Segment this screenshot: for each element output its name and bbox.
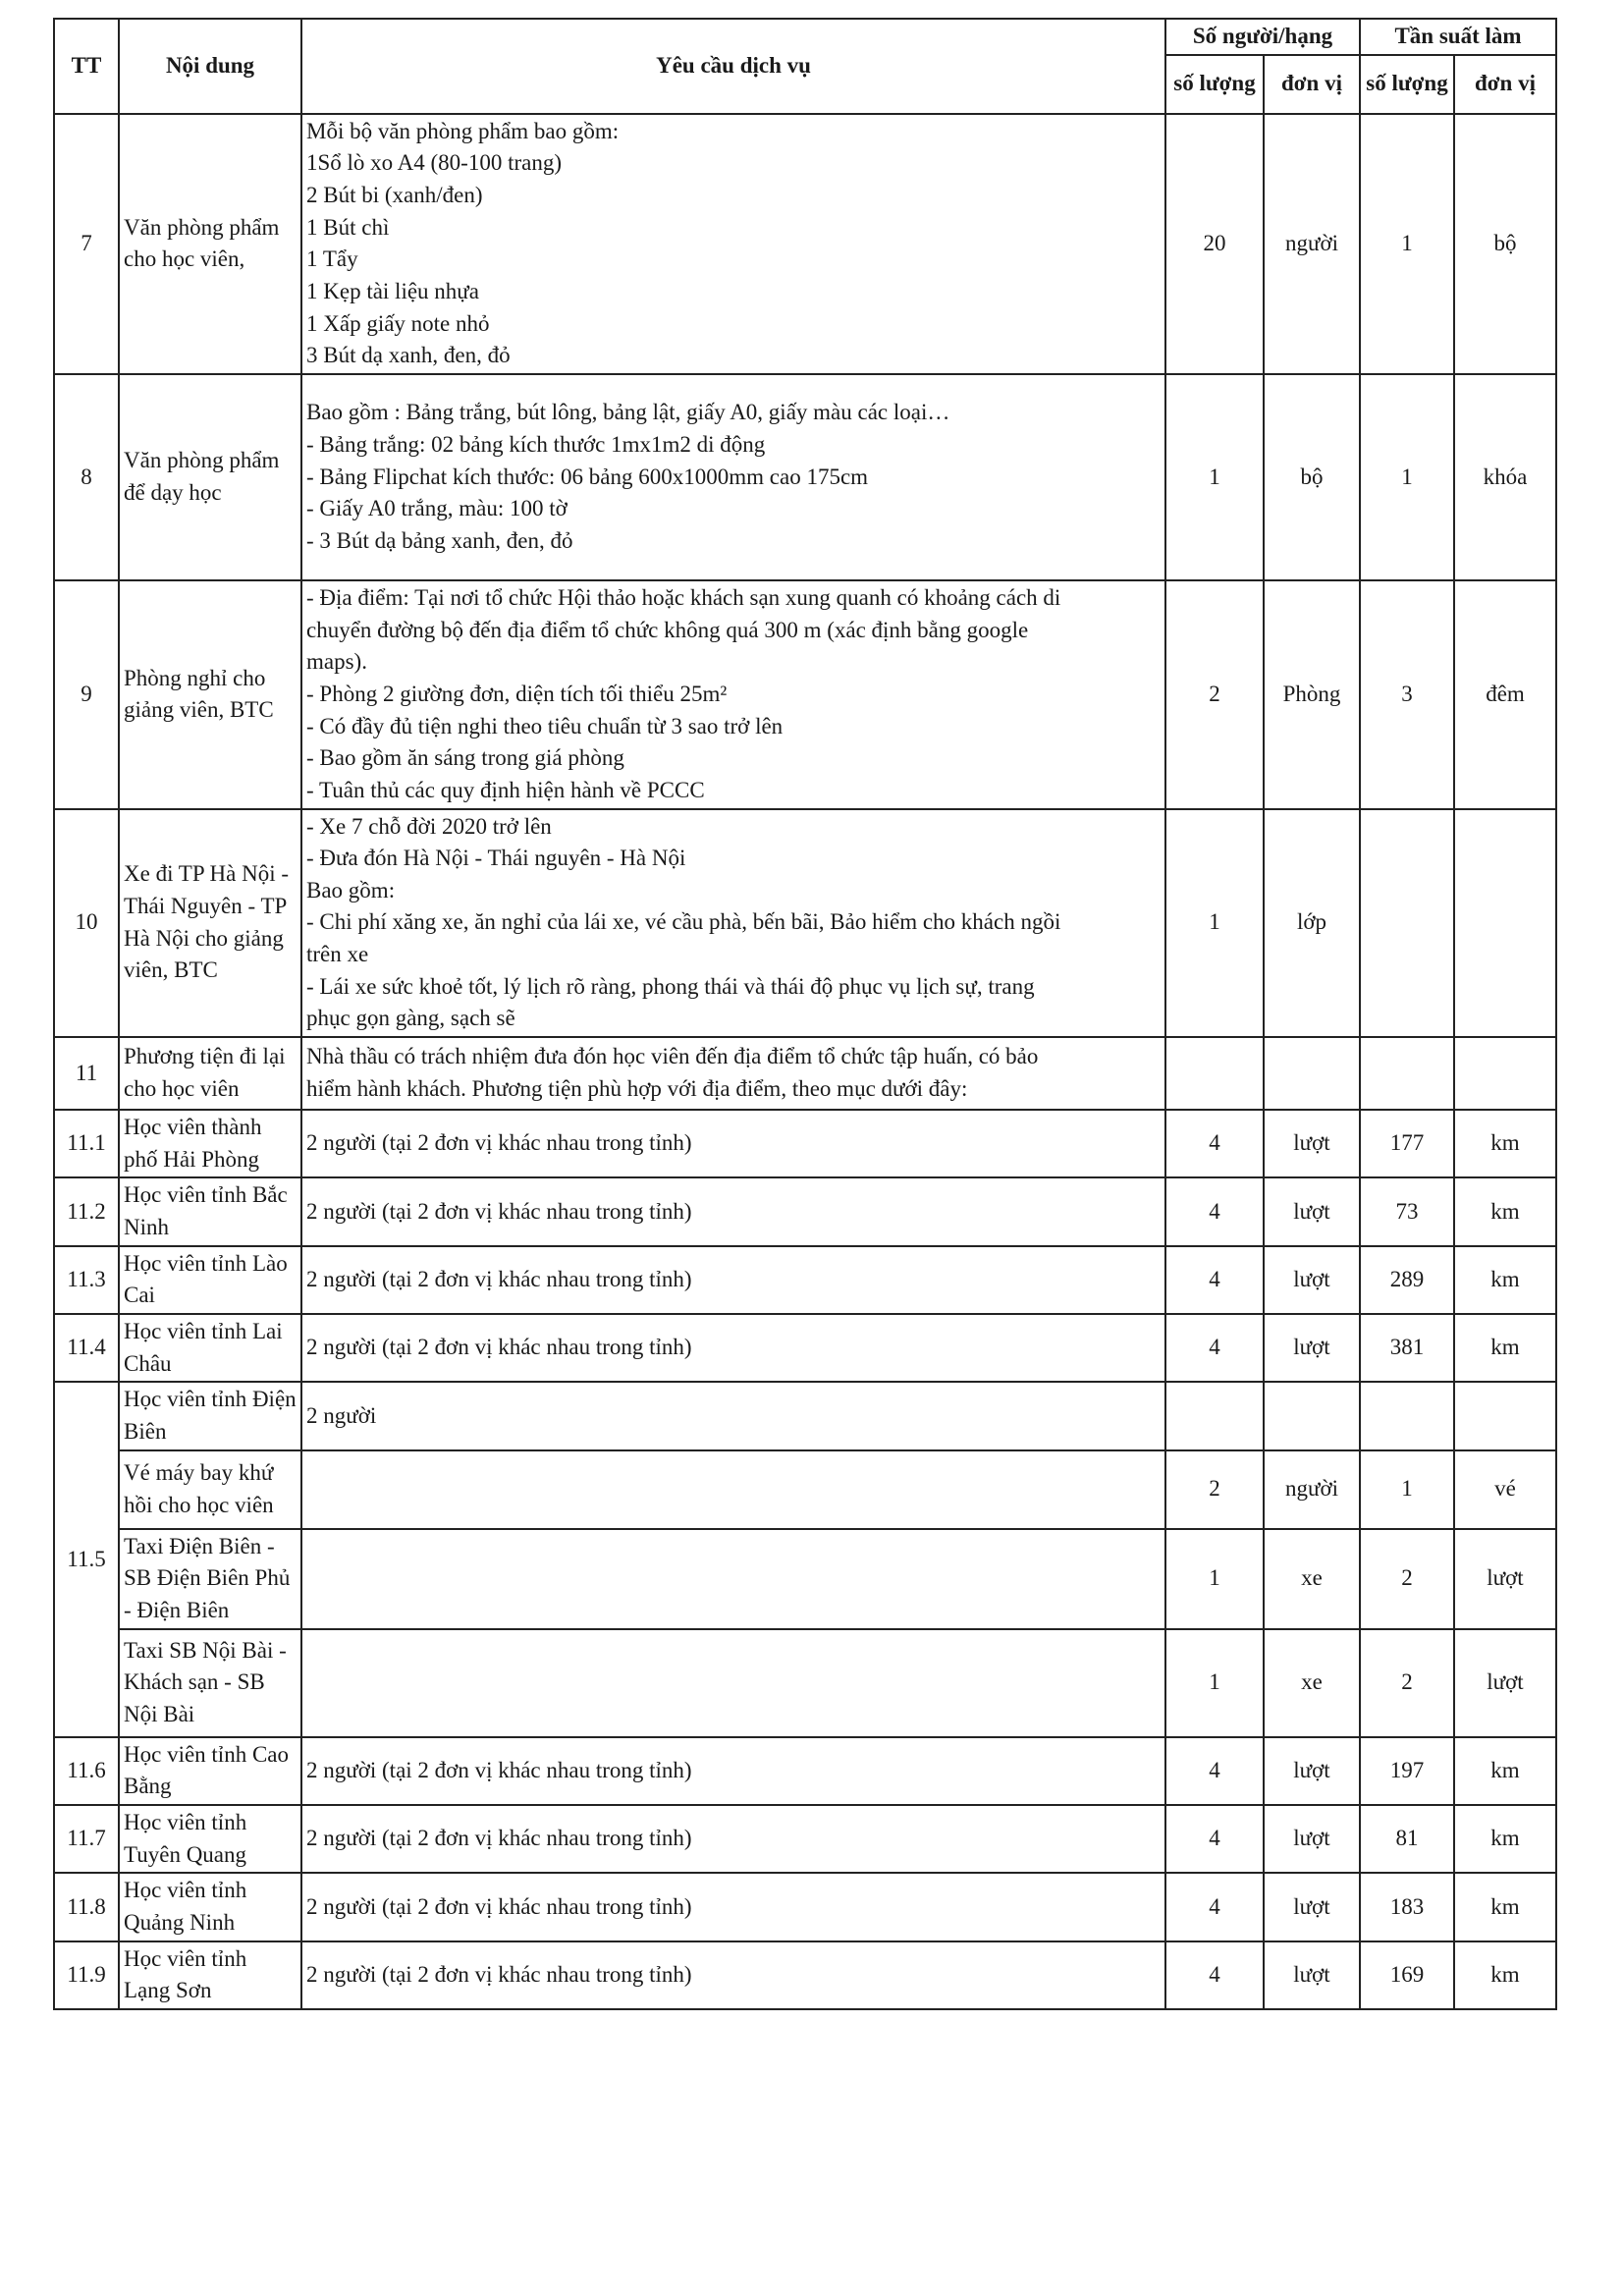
requirement-line: 2 người (tại 2 đơn vị khác nhau trong tỉnh): [306, 1130, 692, 1156]
row-content: Phòng nghỉ cho giảng viên, BTC: [119, 580, 301, 809]
people-unit: lượt: [1264, 1110, 1360, 1177]
header-unit-2: đơn vị: [1454, 55, 1556, 114]
people-quantity: [1165, 1382, 1264, 1449]
requirement-cell: [301, 1177, 1165, 1245]
requirement-line: - Giấy A0 trắng, màu: 100 tờ: [306, 496, 568, 521]
row-content: Học viên tỉnh Lào Cai: [119, 1246, 301, 1314]
frequency-unit: km: [1454, 1737, 1556, 1805]
requirement-line: - Đưa đón Hà Nội - Thái nguyên - Hà Nội: [306, 846, 686, 871]
people-quantity: 4: [1165, 1246, 1264, 1314]
frequency-unit: lượt: [1454, 1629, 1556, 1737]
requirement-line: 2 người (tại 2 đơn vị khác nhau trong tỉnh): [306, 1267, 692, 1292]
row-content: Học viên tỉnh Điện Biên: [119, 1382, 301, 1449]
requirement-line: - Xe 7 chỗ đời 2020 trở lên: [306, 813, 552, 839]
requirement-line: Mỗi bộ văn phòng phẩm bao gồm:: [306, 118, 620, 143]
row-number: 9: [54, 580, 119, 809]
requirement-line: 2 người (tại 2 đơn vị khác nhau trong tỉnh): [306, 1335, 692, 1360]
frequency-quantity: [1360, 809, 1454, 1038]
header-content: Nội dung: [119, 19, 301, 114]
people-quantity: 4: [1165, 1805, 1264, 1873]
people-quantity: 20: [1165, 114, 1264, 374]
frequency-unit: km: [1454, 1177, 1556, 1245]
frequency-unit: đêm: [1454, 580, 1556, 809]
requirement-cell: [301, 1246, 1165, 1314]
frequency-quantity: 2: [1360, 1629, 1454, 1737]
frequency-quantity: 197: [1360, 1737, 1454, 1805]
row-number: 11.4: [54, 1314, 119, 1382]
header-frequency: Tần suất làm: [1360, 19, 1556, 55]
people-quantity: 4: [1165, 1873, 1264, 1941]
requirement-line: trên xe: [306, 942, 369, 967]
table-row: [54, 1805, 1556, 1873]
requirement-line: phục gọn gàng, sạch sẽ: [306, 1006, 515, 1031]
table-row: [54, 1037, 1556, 1110]
requirement-cell: [301, 1941, 1165, 2009]
frequency-unit: km: [1454, 1110, 1556, 1177]
frequency-quantity: 183: [1360, 1873, 1454, 1941]
people-quantity: [1165, 1037, 1264, 1110]
requirement-line: 1 Bút chì: [306, 214, 390, 240]
table-row: [54, 374, 1556, 580]
frequency-unit: [1454, 1037, 1556, 1110]
requirement-line: 1 Tẩy: [306, 246, 358, 272]
row-number: 8: [54, 374, 119, 580]
requirement-cell: [301, 580, 1165, 809]
frequency-unit: km: [1454, 1941, 1556, 2009]
people-unit: người: [1264, 1450, 1360, 1529]
row-number: 11.3: [54, 1246, 119, 1314]
header-quantity-1: số lượng: [1165, 55, 1264, 114]
row-number: 11.8: [54, 1873, 119, 1941]
table-row: [54, 1873, 1556, 1941]
frequency-quantity: [1360, 1037, 1454, 1110]
row-content: Taxi Điện Biên - SB Điện Biên Phủ - Điện Biên: [119, 1529, 301, 1629]
people-quantity: 4: [1165, 1110, 1264, 1177]
table-row: [54, 1450, 1556, 1529]
row-number: 11.6: [54, 1737, 119, 1805]
table-row: [54, 1246, 1556, 1314]
requirement-line: Bao gồm : Bảng trắng, bút lông, bảng lật, giấy A0, giấy màu các loại…: [306, 400, 950, 425]
row-number: 11.2: [54, 1177, 119, 1245]
row-number: 11.1: [54, 1110, 119, 1177]
requirement-line: 2 người (tại 2 đơn vị khác nhau trong tỉnh): [306, 1893, 692, 1919]
requirement-cell: [301, 1737, 1165, 1805]
requirement-cell: [301, 1314, 1165, 1382]
requirement-line: Nhà thầu có trách nhiệm đưa đón học viên đến địa điểm tổ chức tập huấn, có bảo: [306, 1044, 1039, 1069]
people-unit: lượt: [1264, 1177, 1360, 1245]
requirement-line: - Phòng 2 giường đơn, diện tích tối thiểu 25m²: [306, 681, 728, 706]
people-unit: Phòng: [1264, 580, 1360, 809]
frequency-quantity: 1: [1360, 374, 1454, 580]
row-content: Vé máy bay khứ hồi cho học viên: [119, 1450, 301, 1529]
people-quantity: 4: [1165, 1941, 1264, 2009]
frequency-unit: [1454, 809, 1556, 1038]
frequency-unit: km: [1454, 1805, 1556, 1873]
table-row: [54, 1177, 1556, 1245]
row-number: 11.9: [54, 1941, 119, 2009]
requirement-cell: [301, 1450, 1165, 1529]
requirement-line: 2 người (tại 2 đơn vị khác nhau trong tỉnh): [306, 1198, 692, 1224]
people-unit: lượt: [1264, 1314, 1360, 1382]
row-content: Xe đi TP Hà Nội -Thái Nguyên - TP Hà Nội cho giảng viên, BTC: [119, 809, 301, 1038]
people-unit: [1264, 1037, 1360, 1110]
requirement-line: chuyển đường bộ đến địa điểm tổ chức không quá 300 m (xác định bằng google: [306, 617, 1029, 642]
people-unit: xe: [1264, 1529, 1360, 1629]
frequency-quantity: 1: [1360, 114, 1454, 374]
table-body: [54, 114, 1556, 1383]
requirement-line: Bao gồm:: [306, 877, 396, 902]
people-unit: lớp: [1264, 809, 1360, 1038]
service-requirements-table: [53, 18, 1557, 2010]
requirement-line: 2 người (tại 2 đơn vị khác nhau trong tỉnh): [306, 1961, 692, 1987]
requirement-line: - Có đầy đủ tiện nghi theo tiêu chuẩn từ 3 sao trở lên: [306, 713, 784, 738]
people-quantity: 1: [1165, 1629, 1264, 1737]
people-quantity: 1: [1165, 1529, 1264, 1629]
frequency-unit: km: [1454, 1873, 1556, 1941]
requirement-cell: [301, 1805, 1165, 1873]
frequency-quantity: 289: [1360, 1246, 1454, 1314]
requirement-cell: [301, 1110, 1165, 1177]
frequency-unit: lượt: [1454, 1529, 1556, 1629]
people-unit: lượt: [1264, 1737, 1360, 1805]
requirement-line: 1 Xấp giấy note nhỏ: [306, 310, 490, 336]
row-number: 10: [54, 809, 119, 1038]
document-page: [53, 18, 1557, 2010]
people-unit: lượt: [1264, 1246, 1360, 1314]
requirement-cell: [301, 1629, 1165, 1737]
requirement-cell: [301, 114, 1165, 374]
requirement-line: hiểm hành khách. Phương tiện phù hợp với địa điểm, theo mục dưới đây:: [306, 1076, 968, 1102]
table-row: [54, 1314, 1556, 1382]
row-content: Phương tiện đi lại cho học viên: [119, 1037, 301, 1110]
table-body-after: [54, 1737, 1556, 2009]
requirement-cell: [301, 1873, 1165, 1941]
requirement-cell: 2 người: [301, 1382, 1165, 1449]
requirement-line: maps).: [306, 649, 367, 675]
frequency-unit: vé: [1454, 1450, 1556, 1529]
requirement-line: - Bảng Flipchat kích thước: 06 bảng 600x1000mm cao 175cm: [306, 464, 869, 489]
requirement-cell: [301, 1529, 1165, 1629]
row-number: 7: [54, 114, 119, 374]
requirement-line: - Bảng trắng: 02 bảng kích thước 1mx1m2 di động: [306, 431, 766, 457]
frequency-quantity: 177: [1360, 1110, 1454, 1177]
requirement-line: - Lái xe sức khoẻ tốt, lý lịch rõ ràng, phong thái và thái độ phục vụ lịch sự, trang: [306, 973, 1035, 999]
people-unit: lượt: [1264, 1805, 1360, 1873]
people-quantity: 2: [1165, 580, 1264, 809]
requirement-line: 1 Kẹp tài liệu nhựa: [306, 278, 479, 303]
frequency-quantity: 1: [1360, 1450, 1454, 1529]
people-unit: xe: [1264, 1629, 1360, 1737]
row-content: Học viên thành phố Hải Phòng: [119, 1110, 301, 1177]
row-content: Học viên tỉnh Quảng Ninh: [119, 1873, 301, 1941]
requirement-line: - Địa điểm: Tại nơi tổ chức Hội thảo hoặc khách sạn xung quanh có khoảng cách di: [306, 584, 1061, 610]
header-requirements: Yêu cầu dịch vụ: [301, 19, 1165, 114]
frequency-quantity: 2: [1360, 1529, 1454, 1629]
people-quantity: 1: [1165, 374, 1264, 580]
row-number: 11.5: [54, 1382, 119, 1736]
requirement-line: 3 Bút dạ xanh, đen, đỏ: [306, 343, 511, 368]
frequency-quantity: [1360, 1382, 1454, 1449]
requirement-cell: [301, 809, 1165, 1038]
table-row: [54, 580, 1556, 809]
requirement-line: 1Sổ lò xo A4 (80-100 trang): [306, 150, 563, 176]
table-row: [54, 1737, 1556, 1805]
table-row: [54, 1110, 1556, 1177]
header-people-rank: Số người/hạng: [1165, 19, 1360, 55]
table-row: [54, 1529, 1556, 1629]
table-body-group-11-5: [54, 1382, 1556, 1736]
frequency-quantity: 81: [1360, 1805, 1454, 1873]
header-unit-1: đơn vị: [1264, 55, 1360, 114]
frequency-quantity: 3: [1360, 580, 1454, 809]
row-content: Học viên tỉnh Lạng Sơn: [119, 1941, 301, 2009]
requirement-line: - Chi phí xăng xe, ăn nghỉ của lái xe, vé cầu phà, bến bãi, Bảo hiểm cho khách ngồi: [306, 909, 1061, 935]
table-row: [54, 1382, 1556, 1449]
requirement-line: - Bao gồm ăn sáng trong giá phòng: [306, 745, 624, 771]
requirement-line: 2 Bút bi (xanh/đen): [306, 182, 483, 207]
table-row: [54, 1629, 1556, 1737]
frequency-unit: khóa: [1454, 374, 1556, 580]
row-number: 11.7: [54, 1805, 119, 1873]
people-unit: người: [1264, 114, 1360, 374]
people-unit: lượt: [1264, 1941, 1360, 2009]
requirement-line: - Tuân thủ các quy định hiện hành về PCCC: [306, 777, 705, 802]
row-content: Taxi SB Nội Bài - Khách sạn - SB Nội Bài: [119, 1629, 301, 1737]
frequency-quantity: 73: [1360, 1177, 1454, 1245]
row-content: Học viên tỉnh Bắc Ninh: [119, 1177, 301, 1245]
requirement-line: - 3 Bút dạ bảng xanh, đen, đỏ: [306, 527, 573, 553]
requirement-cell: [301, 374, 1165, 580]
row-content: Học viên tỉnh Tuyên Quang: [119, 1805, 301, 1873]
requirement-line: 2 người (tại 2 đơn vị khác nhau trong tỉnh): [306, 1757, 692, 1782]
people-quantity: 2: [1165, 1450, 1264, 1529]
frequency-unit: km: [1454, 1314, 1556, 1382]
header-tt: TT: [54, 19, 119, 114]
header-quantity-2: số lượng: [1360, 55, 1454, 114]
frequency-quantity: 381: [1360, 1314, 1454, 1382]
row-content: Văn phòng phẩm để dạy học: [119, 374, 301, 580]
people-unit: lượt: [1264, 1873, 1360, 1941]
people-unit: bộ: [1264, 374, 1360, 580]
row-number: 11: [54, 1037, 119, 1110]
people-unit: [1264, 1382, 1360, 1449]
people-quantity: 1: [1165, 809, 1264, 1038]
frequency-unit: [1454, 1382, 1556, 1449]
frequency-unit: km: [1454, 1246, 1556, 1314]
frequency-unit: bộ: [1454, 114, 1556, 374]
row-content: Văn phòng phẩm cho học viên,: [119, 114, 301, 374]
requirement-line: 2 người (tại 2 đơn vị khác nhau trong tỉnh): [306, 1826, 692, 1851]
frequency-quantity: 169: [1360, 1941, 1454, 2009]
table-row: [54, 1941, 1556, 2009]
people-quantity: 4: [1165, 1314, 1264, 1382]
people-quantity: 4: [1165, 1177, 1264, 1245]
row-content: Học viên tỉnh Cao Bằng: [119, 1737, 301, 1805]
row-content: Học viên tỉnh Lai Châu: [119, 1314, 301, 1382]
table-row: [54, 809, 1556, 1038]
people-quantity: 4: [1165, 1737, 1264, 1805]
table-row: [54, 114, 1556, 374]
requirement-cell: [301, 1037, 1165, 1110]
